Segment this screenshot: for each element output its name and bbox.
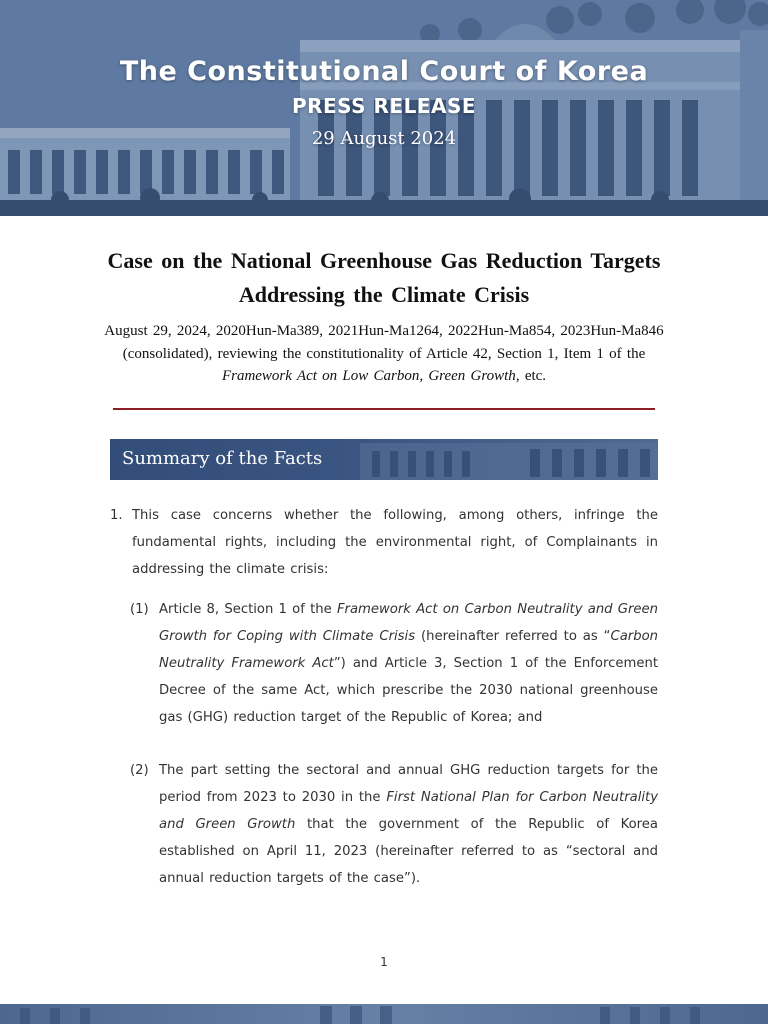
act-name: Framework Act on Carbon Neutrality and Green Growth for Coping with Climate Crisis — [159, 602, 658, 644]
case-metadata — [100, 320, 668, 388]
plan-name: First National Plan for Carbon Neutrality and Green Growth — [159, 790, 658, 832]
act-short-name: Carbon Neutrality Framework Act — [159, 629, 658, 671]
case-meta-suffix: , etc. — [515, 368, 547, 384]
press-release-label: PRESS RELEASE — [291, 94, 477, 118]
text-span: that the government of the Republic of Korea established on April 11, 2023 (hereinafter referred to as “sectoral and annual reduction targets of the case”). — [159, 817, 658, 886]
footer-illustration — [0, 1004, 768, 1024]
item-number: 1. — [110, 508, 123, 523]
section-title: Summary of the Facts — [122, 448, 323, 469]
text-span: The part setting the sectoral and annual GHG reduction targets for the period from 2023 to 2030 in the — [159, 763, 658, 805]
case-meta-text: August 29, 2024, 2020Hun-Ma389, 2021Hun-Ma1264, 2022Hun-Ma854, 2023Hun-Ma846 (consolidated), reviewing the constitutionality of Article 42, Section 1, Item 1 of the — [104, 323, 664, 362]
release-date: 29 August 2024 — [311, 128, 457, 149]
divider-rule — [113, 408, 655, 410]
case-meta-act-name: Framework Act on Low Carbon, Green Growth — [221, 368, 516, 384]
footer-banner — [0, 1004, 768, 1024]
sub-item-number: (1) — [130, 602, 149, 617]
header-banner — [0, 0, 768, 216]
case-title: Case on the National Greenhouse Gas Reduction Targets Addressing the Climate Crisis — [107, 248, 661, 307]
list-item — [130, 757, 658, 892]
sub-item-text — [159, 757, 658, 892]
sub-item-text — [159, 596, 658, 731]
item-text: This case concerns whether the following, among others, infringe the fundamental rights, including the environmental right, of Complainants in addressing the climate crisis: — [132, 508, 658, 577]
text-span: ”) and Article 3, Section 1 of the Enforcement Decree of the same Act, which prescribe the 2030 national greenhouse gas (GHG) reduction target of the Republic of Korea; and — [159, 656, 658, 725]
text-span: Article 8, Section 1 of the — [159, 602, 337, 617]
text-span: (hereinafter referred to as “ — [415, 629, 611, 644]
list-item — [130, 596, 658, 731]
court-name: The Constitutional Court of Korea — [119, 56, 649, 87]
page-number: 1 — [380, 955, 388, 969]
sub-item-number: (2) — [130, 763, 149, 778]
section-header — [110, 439, 658, 480]
list-item — [110, 502, 658, 583]
